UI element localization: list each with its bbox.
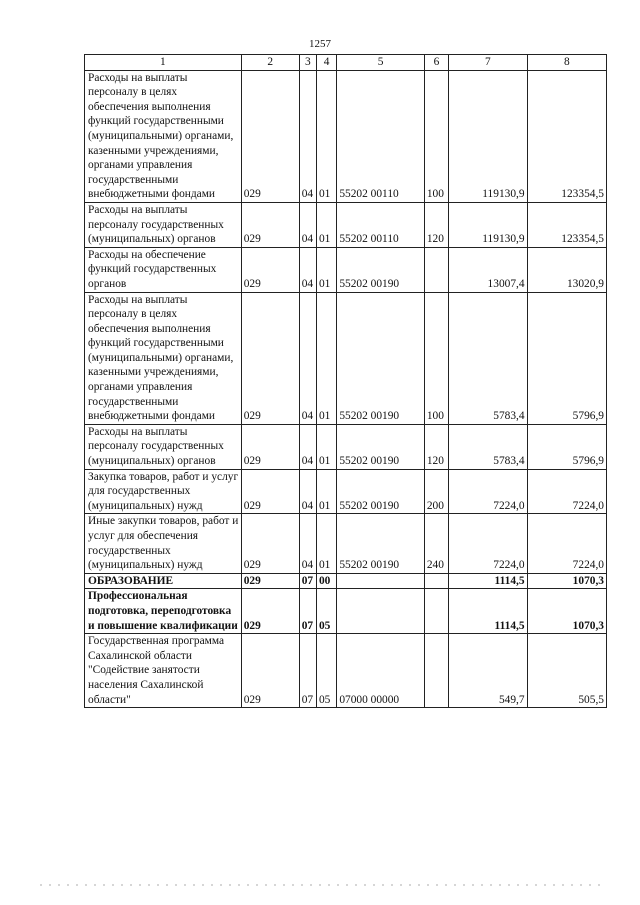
section-code-cell: 04 [299, 70, 316, 202]
amount-year1-cell: 549,7 [449, 634, 527, 708]
expense-type-cell [424, 589, 448, 634]
row-name-cell: Расходы на выплаты персоналу государственных (муниципальных) органов [85, 424, 242, 469]
subsection-code-cell: 01 [316, 247, 336, 292]
section-code-cell: 07 [299, 634, 316, 708]
target-article-cell: 55202 00190 [337, 514, 425, 573]
chapter-code-cell: 029 [241, 202, 299, 247]
subsection-code-cell: 01 [316, 202, 336, 247]
target-article-cell: 55202 00190 [337, 247, 425, 292]
row-name-cell: Государственная программа Сахалинской области "Содействие занятости населения Сахалинской области" [85, 634, 242, 708]
chapter-code-cell: 029 [241, 70, 299, 202]
target-article-cell: 55202 00190 [337, 469, 425, 514]
expense-type-cell: 200 [424, 469, 448, 514]
section-code-cell: 04 [299, 424, 316, 469]
expense-type-cell: 100 [424, 292, 448, 424]
subsection-code-cell: 01 [316, 514, 336, 573]
section-code-cell: 04 [299, 247, 316, 292]
table-row [85, 292, 607, 424]
target-article-cell: 55202 00190 [337, 292, 425, 424]
table-row [85, 514, 607, 573]
target-article-cell [337, 589, 425, 634]
column-header: 4 [316, 55, 336, 71]
subsection-code-cell: 01 [316, 292, 336, 424]
amount-year1-cell: 119130,9 [449, 202, 527, 247]
amount-year1-cell: 5783,4 [449, 292, 527, 424]
section-code-cell: 07 [299, 573, 316, 589]
column-header: 3 [299, 55, 316, 71]
table-row [85, 573, 607, 589]
amount-year2-cell: 5796,9 [527, 292, 606, 424]
column-header: 7 [449, 55, 527, 71]
table-row [85, 589, 607, 634]
amount-year1-cell: 13007,4 [449, 247, 527, 292]
column-header: 1 [85, 55, 242, 71]
amount-year2-cell: 1070,3 [527, 573, 606, 589]
target-article-cell: 07000 00000 [337, 634, 425, 708]
expense-type-cell: 120 [424, 424, 448, 469]
section-code-cell: 04 [299, 514, 316, 573]
amount-year2-cell: 7224,0 [527, 514, 606, 573]
amount-year2-cell: 13020,9 [527, 247, 606, 292]
page-number: 1257 [309, 38, 331, 50]
amount-year1-cell: 1114,5 [449, 589, 527, 634]
section-code-cell: 04 [299, 469, 316, 514]
subsection-code-cell: 01 [316, 469, 336, 514]
row-name-cell: ОБРАЗОВАНИЕ [85, 573, 242, 589]
subsection-code-cell: 01 [316, 424, 336, 469]
column-header: 6 [424, 55, 448, 71]
row-name-cell: Расходы на выплаты персоналу в целях обеспечения выполнения функций государственными (муниципальными) органами, казенными учреждениями, органами управления государственными внебюджетными фондами [85, 70, 242, 202]
table-row [85, 424, 607, 469]
expense-type-cell: 240 [424, 514, 448, 573]
column-header: 2 [241, 55, 299, 71]
amount-year1-cell: 1114,5 [449, 573, 527, 589]
chapter-code-cell: 029 [241, 634, 299, 708]
chapter-code-cell: 029 [241, 573, 299, 589]
row-name-cell: Профессиональная подготовка, переподготовка и повышение квалификации [85, 589, 242, 634]
column-header: 5 [337, 55, 425, 71]
row-name-cell: Расходы на выплаты персоналу государственных (муниципальных) органов [85, 202, 242, 247]
chapter-code-cell: 029 [241, 469, 299, 514]
amount-year1-cell: 7224,0 [449, 469, 527, 514]
chapter-code-cell: 029 [241, 424, 299, 469]
budget-table [84, 54, 607, 708]
table-header-row [85, 55, 607, 71]
amount-year1-cell: 119130,9 [449, 70, 527, 202]
amount-year2-cell: 505,5 [527, 634, 606, 708]
expense-type-cell: 120 [424, 202, 448, 247]
chapter-code-cell: 029 [241, 514, 299, 573]
chapter-code-cell: 029 [241, 589, 299, 634]
subsection-code-cell: 05 [316, 634, 336, 708]
target-article-cell: 55202 00110 [337, 70, 425, 202]
table-row [85, 202, 607, 247]
expense-type-cell [424, 247, 448, 292]
column-header: 8 [527, 55, 606, 71]
row-name-cell: Закупка товаров, работ и услуг для государственных (муниципальных) нужд [85, 469, 242, 514]
amount-year2-cell: 1070,3 [527, 589, 606, 634]
amount-year1-cell: 5783,4 [449, 424, 527, 469]
chapter-code-cell: 029 [241, 292, 299, 424]
table-row [85, 469, 607, 514]
expense-type-cell [424, 634, 448, 708]
expense-type-cell [424, 573, 448, 589]
section-code-cell: 04 [299, 202, 316, 247]
section-code-cell: 07 [299, 589, 316, 634]
target-article-cell [337, 573, 425, 589]
subsection-code-cell: 01 [316, 70, 336, 202]
amount-year1-cell: 7224,0 [449, 514, 527, 573]
amount-year2-cell: 5796,9 [527, 424, 606, 469]
target-article-cell: 55202 00110 [337, 202, 425, 247]
chapter-code-cell: 029 [241, 247, 299, 292]
table-row [85, 247, 607, 292]
amount-year2-cell: 123354,5 [527, 202, 606, 247]
amount-year2-cell: 123354,5 [527, 70, 606, 202]
subsection-code-cell: 00 [316, 573, 336, 589]
subsection-code-cell: 05 [316, 589, 336, 634]
amount-year2-cell: 7224,0 [527, 469, 606, 514]
row-name-cell: Расходы на выплаты персоналу в целях обеспечения выполнения функций государственными (муниципальными) органами, казенными учреждениями, органами управления государственными внебюджетными фондами [85, 292, 242, 424]
table-row [85, 70, 607, 202]
section-code-cell: 04 [299, 292, 316, 424]
target-article-cell: 55202 00190 [337, 424, 425, 469]
expense-type-cell: 100 [424, 70, 448, 202]
table-row [85, 634, 607, 708]
row-name-cell: Иные закупки товаров, работ и услуг для обеспечения государственных (муниципальных) нужд [85, 514, 242, 573]
row-name-cell: Расходы на обеспечение функций государственных органов [85, 247, 242, 292]
scan-noise-line [40, 884, 600, 886]
